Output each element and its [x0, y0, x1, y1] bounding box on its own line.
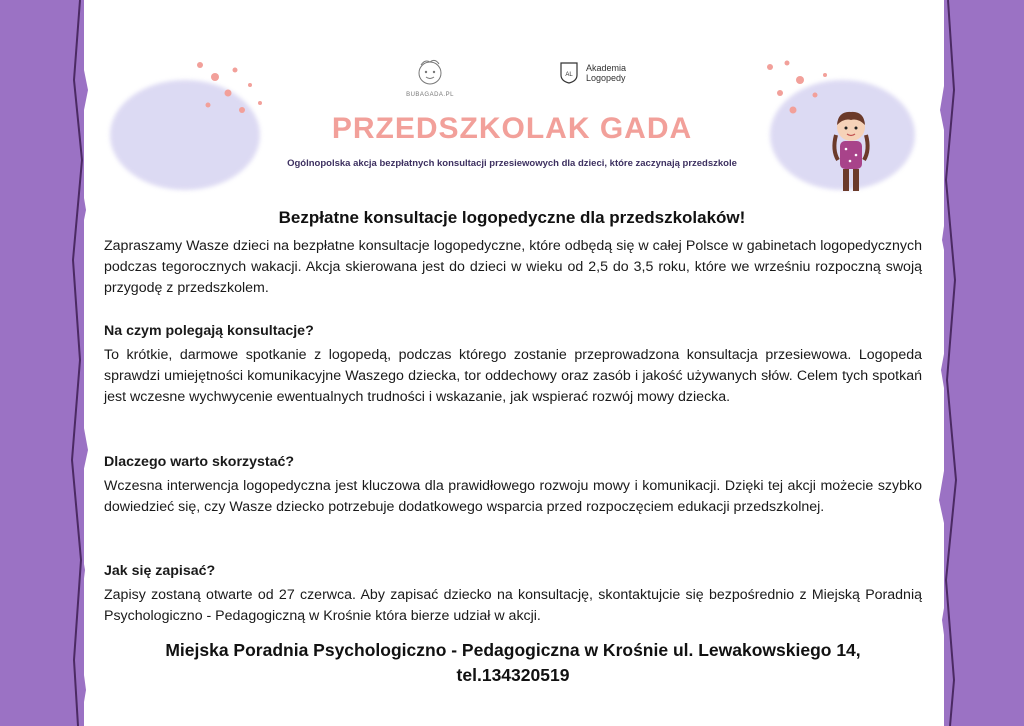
- bubagada-logo: [400, 57, 460, 98]
- section-text-signup: Zapisy zostaną otwarte od 27 czerwca. Aby zapisać dziecko na konsultację, skontaktujcie się bezpośrednio z Miejską Poradnią Psychologiczno - Pedagogiczną w Krośnie która bierze udział w akcji.: [104, 587, 922, 625]
- section-text-why: Wczesna interwencja logopedyczna jest kluczowa dla prawidłowego rozwoju mowy i komunikacji. Dzięki tej akcji możecie szybko dowiedzieć się, czy Wasze dziecko potrzebuje dodatkowego wsparcia przed rozpoczęciem edukacji przedszkolnej.: [104, 478, 922, 516]
- torn-edge-left: [68, 0, 98, 726]
- shield-icon: [560, 62, 578, 84]
- right-decorative-border: [944, 0, 1024, 726]
- contact-phone: tel.134320519: [456, 665, 570, 685]
- campaign-subtitle: Ogólnopolska akcja bezpłatnych konsultacji przesiewowych dla dzieci, które zaczynają przedszkole: [287, 158, 737, 169]
- contact-address: Miejska Poradnia Psychologiczno - Pedagogiczna w Krośnie ul. Lewakowskiego 14,: [165, 640, 861, 660]
- section-heading-consultations: Na czym polegają konsultacje?: [104, 323, 314, 339]
- child-face-icon: [413, 57, 447, 87]
- girl-illustration: [826, 105, 876, 195]
- main-heading: Bezpłatne konsultacje logopedyczne dla przedszkolaków!: [278, 208, 746, 227]
- contact-footer: [104, 638, 922, 688]
- torn-edge-right: [930, 0, 960, 726]
- section-text-consultations: To krótkie, darmowe spotkanie z logopedą, podczas którego zostanie przeprowadzona konsultacja przesiewowa. Logopeda sprawdzi umiejętności komunikacyjne Waszego dziecka, tor oddechowy oraz zasób i jakość używanych słów. Celem tych spotkań jest wczesne wychwycenie ewentualnych trudności i wskazanie, jak wspierać rozwój mowy dziecka.: [104, 347, 922, 406]
- logo-line-2: Logopedy: [586, 73, 626, 83]
- logo-line-1: Akademia: [586, 63, 627, 73]
- akademia-logopedy-logo: [560, 62, 626, 84]
- section-heading-signup: Jak się zapisać?: [104, 563, 216, 579]
- section-heading-why: Dlaczego warto skorzystać?: [104, 454, 295, 470]
- svg-text:AL: AL: [565, 72, 573, 78]
- left-decorative-border: [0, 0, 84, 726]
- intro-paragraph: Zapraszamy Wasze dzieci na bezpłatne konsultacje logopedyczne, które odbędą się w całej Polsce w gabinetach logopedycznych podczas tegorocznych wakacji. Akcja skierowana jest do dzieci w wieku od 2,5 do 3,5 roku, które we wrześniu rozpoczną swoją przygodę z przedszkolem.: [104, 238, 922, 297]
- campaign-title: PRZEDSZKOLAK GADA: [331, 112, 693, 145]
- bubagada-logo-text: BUBAGADA.PL: [406, 92, 454, 98]
